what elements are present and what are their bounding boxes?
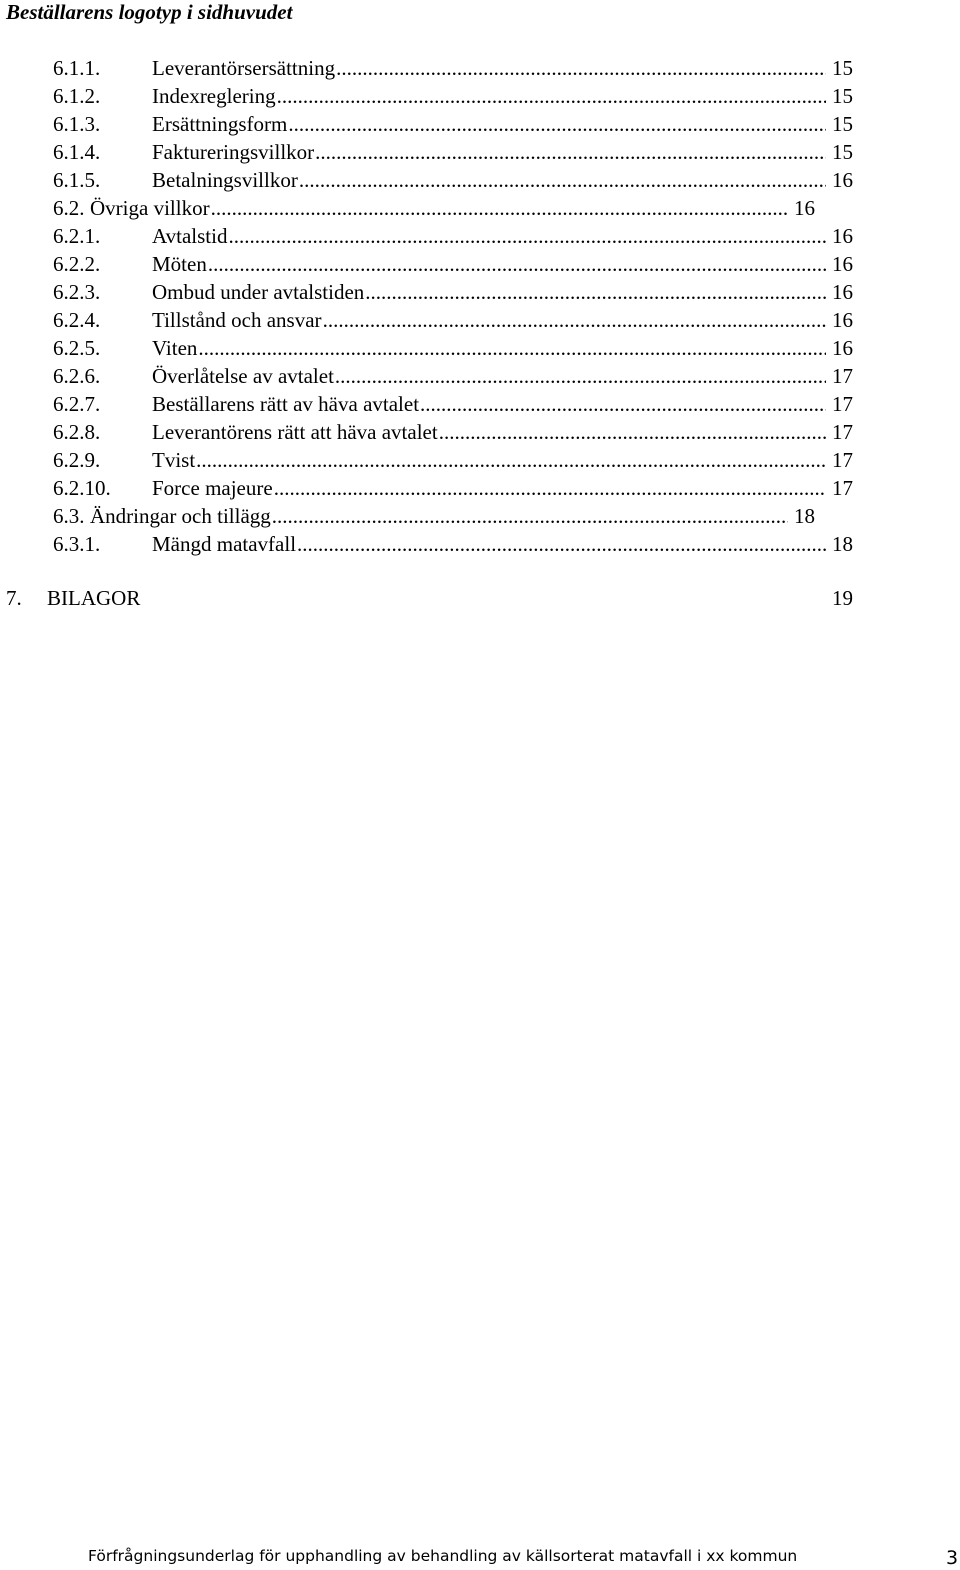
toc-entry-title: Ersättningsform [152, 112, 288, 136]
toc-entry-title: Leverantörsersättning [152, 56, 336, 80]
toc-entry-level2[interactable] [53, 502, 815, 530]
toc-dot-leader [323, 306, 826, 334]
toc-entry-title: Ombud under avtalstiden [152, 280, 365, 304]
toc-entry[interactable] [53, 82, 853, 110]
toc-entry-page: 16 [794, 196, 815, 220]
toc-entry[interactable] [53, 278, 853, 306]
toc-entry-page: 15 [832, 140, 853, 164]
toc-entry-page: 16 [832, 224, 853, 248]
toc-entry-number: 6.2.8. [53, 420, 101, 444]
toc-dot-leader [335, 362, 826, 390]
toc-dot-leader [196, 446, 826, 474]
toc-dot-leader [297, 530, 826, 558]
toc-entry-title: Överlåtelse av avtalet [152, 364, 334, 388]
toc-entry-page: 16 [832, 252, 853, 276]
toc-dot-leader [365, 278, 826, 306]
toc-entry-number: 6.1.3. [53, 112, 101, 136]
toc-entry-number: 6.2.9. [53, 448, 101, 472]
toc-entry-number: 6.3.1. [53, 532, 101, 556]
toc-entry-title: Tillstånd och ansvar [152, 308, 322, 332]
toc-entry-title: Indexreglering [152, 84, 276, 108]
toc-dot-leader [228, 222, 826, 250]
toc-entry-page: 18 [832, 532, 853, 556]
toc-entry-page: 16 [832, 168, 853, 192]
toc-entry-page: 17 [832, 420, 853, 444]
page-number: 3 [946, 1547, 959, 1569]
toc-dot-leader [211, 194, 788, 222]
toc-entry-page: 17 [832, 364, 853, 388]
toc-dot-leader [315, 138, 826, 166]
toc-entry-title: Ändringar och tillägg [90, 504, 271, 528]
toc-entry-number: 6.1.5. [53, 168, 101, 192]
toc-entry-page: 15 [832, 56, 853, 80]
toc-dot-leader [208, 250, 826, 278]
toc-entry-number: 6.1.4. [53, 140, 101, 164]
toc-entry[interactable] [53, 54, 853, 82]
toc-entry-page: 17 [832, 448, 853, 472]
toc-entry-title: Tvist [152, 448, 196, 472]
toc-dot-leader [272, 502, 788, 530]
toc-chapter-entry[interactable] [6, 584, 853, 612]
toc-entry-number: 6.2.7. [53, 392, 101, 416]
toc-entry-title: Avtalstid [152, 224, 228, 248]
toc-entry[interactable] [53, 306, 853, 334]
toc-entry-number: 6.2.3. [53, 280, 101, 304]
toc-entry-title: Möten [152, 252, 207, 276]
toc-entry-title: Faktureringsvillkor [152, 140, 315, 164]
page-footer: Förfrågningsunderlag för upphandling av behandling av källsorterat matavfall i xx kommun [88, 1547, 798, 1565]
toc-entry[interactable] [53, 418, 853, 446]
toc-dot-leader [277, 82, 826, 110]
toc-chapter-title: BILAGOR [47, 586, 141, 610]
toc-entry-number: 6.2.1. [53, 224, 101, 248]
toc-entry[interactable] [53, 222, 853, 250]
toc-chapter-number: 7. [6, 586, 22, 610]
toc-entry-title: Betalningsvillkor [152, 168, 298, 192]
toc-entry-page: 15 [832, 84, 853, 108]
toc-entry-title: Övriga villkor [90, 196, 210, 220]
toc-entry-number: 6.2.6. [53, 364, 101, 388]
toc-entry-page: 17 [832, 392, 853, 416]
toc-entry-page: 16 [832, 336, 853, 360]
toc-entry-number: 6.2.4. [53, 308, 101, 332]
toc-entry[interactable] [53, 474, 853, 502]
toc-entry[interactable] [53, 530, 853, 558]
toc-entry-level2[interactable] [53, 194, 815, 222]
toc-dot-leader [274, 474, 826, 502]
toc-entry-number: 6.2.2. [53, 252, 101, 276]
toc-entry[interactable] [53, 166, 853, 194]
toc-entry-title: Leverantörens rätt att häva avtalet [152, 420, 438, 444]
toc-entry-title: Force majeure [152, 476, 273, 500]
toc-entry-title: Beställarens rätt av häva avtalet [152, 392, 420, 416]
toc-entry-number: 6.3. [53, 504, 85, 528]
toc-entry-page: 17 [832, 476, 853, 500]
toc-dot-leader [198, 334, 826, 362]
toc-entry-number: 6.2.10. [53, 476, 111, 500]
toc-entry-number: 6.1.1. [53, 56, 101, 80]
toc-entry-page: 18 [794, 504, 815, 528]
toc-entry[interactable] [53, 250, 853, 278]
toc-entry-title: Viten [152, 336, 198, 360]
toc-entry-page: 15 [832, 112, 853, 136]
toc-dot-leader [299, 166, 826, 194]
toc-entry[interactable] [53, 110, 853, 138]
toc-entry-number: 6.1.2. [53, 84, 101, 108]
toc-dot-leader [288, 110, 826, 138]
toc-dot-leader [420, 390, 826, 418]
toc-dot-leader [336, 54, 826, 82]
toc-entry-page: 16 [832, 280, 853, 304]
toc-chapter-page: 19 [832, 586, 853, 610]
toc-entry[interactable] [53, 446, 853, 474]
toc-entry[interactable] [53, 362, 853, 390]
toc-entry-title: Mängd matavfall [152, 532, 297, 556]
toc-entry-number: 6.2.5. [53, 336, 101, 360]
toc-entry[interactable] [53, 138, 853, 166]
toc-entry[interactable] [53, 390, 853, 418]
toc-dot-leader [439, 418, 826, 446]
toc-entry[interactable] [53, 334, 853, 362]
toc-entry-page: 16 [832, 308, 853, 332]
toc-entry-number: 6.2. [53, 196, 85, 220]
page-header-logo-placeholder: Beställarens logotyp i sidhuvudet [6, 0, 293, 24]
